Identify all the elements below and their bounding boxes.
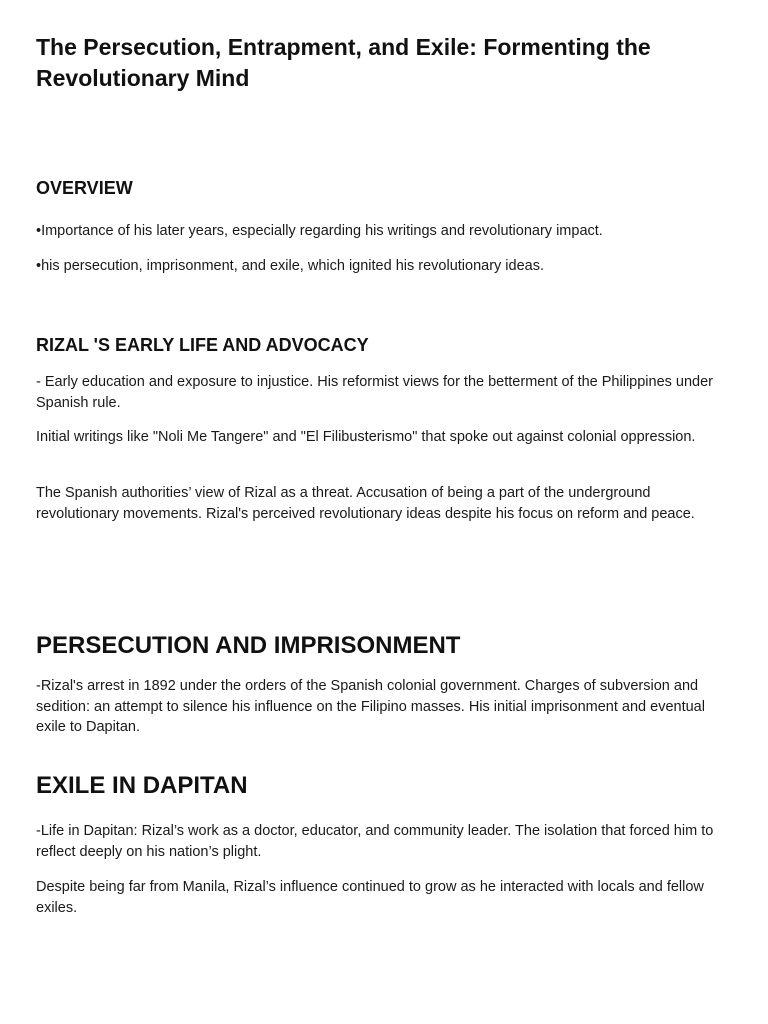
persecution-paragraph: -Rizal's arrest in 1892 under the orders of the Spanish colonial government. Charges of subversion and sedition: an attempt to silence his influence on the Filipino masses. His initial imprisonment and eventual exile to Dapitan. bbox=[36, 678, 705, 735]
section-heading-overview: OVERVIEW bbox=[36, 178, 133, 198]
section-heading-early-life: RIZAL 'S EARLY LIFE AND ADVOCACY bbox=[36, 335, 369, 355]
exile-paragraph: -Life in Dapitan: Rizal’s work as a doctor, educator, and community leader. The isolation that forced him to reflect deeply on his nation’s plight. bbox=[36, 823, 714, 860]
section-heading-exile: EXILE IN DAPITAN bbox=[36, 772, 248, 799]
document-title: The Persecution, Entrapment, and Exile: Formenting the Revolutionary Mind bbox=[36, 34, 651, 91]
overview-paragraph: •his persecution, imprisonment, and exile, which ignited his revolutionary ideas. bbox=[36, 258, 545, 274]
early-life-paragraph: Initial writings like "Noli Me Tangere" and "El Filibusterismo" that spoke out against colonial oppression. bbox=[36, 429, 696, 445]
exile-paragraph: Despite being far from Manila, Rizal’s influence continued to grow as he interacted with locals and fellow exiles. bbox=[36, 879, 704, 916]
early-life-paragraph: The Spanish authorities’ view of Rizal as a threat. Accusation of being a part of the underground revolutionary movements. Rizal's perceived revolutionary ideas despite his focus on reform and peace. bbox=[36, 485, 695, 522]
section-heading-persecution: PERSECUTION AND IMPRISONMENT bbox=[36, 632, 461, 659]
overview-paragraph: •Importance of his later years, especially regarding his writings and revolutionary impact. bbox=[36, 223, 603, 239]
early-life-paragraph: - Early education and exposure to injustice. His reformist views for the betterment of the Philippines under Spanish rule. bbox=[36, 374, 714, 411]
